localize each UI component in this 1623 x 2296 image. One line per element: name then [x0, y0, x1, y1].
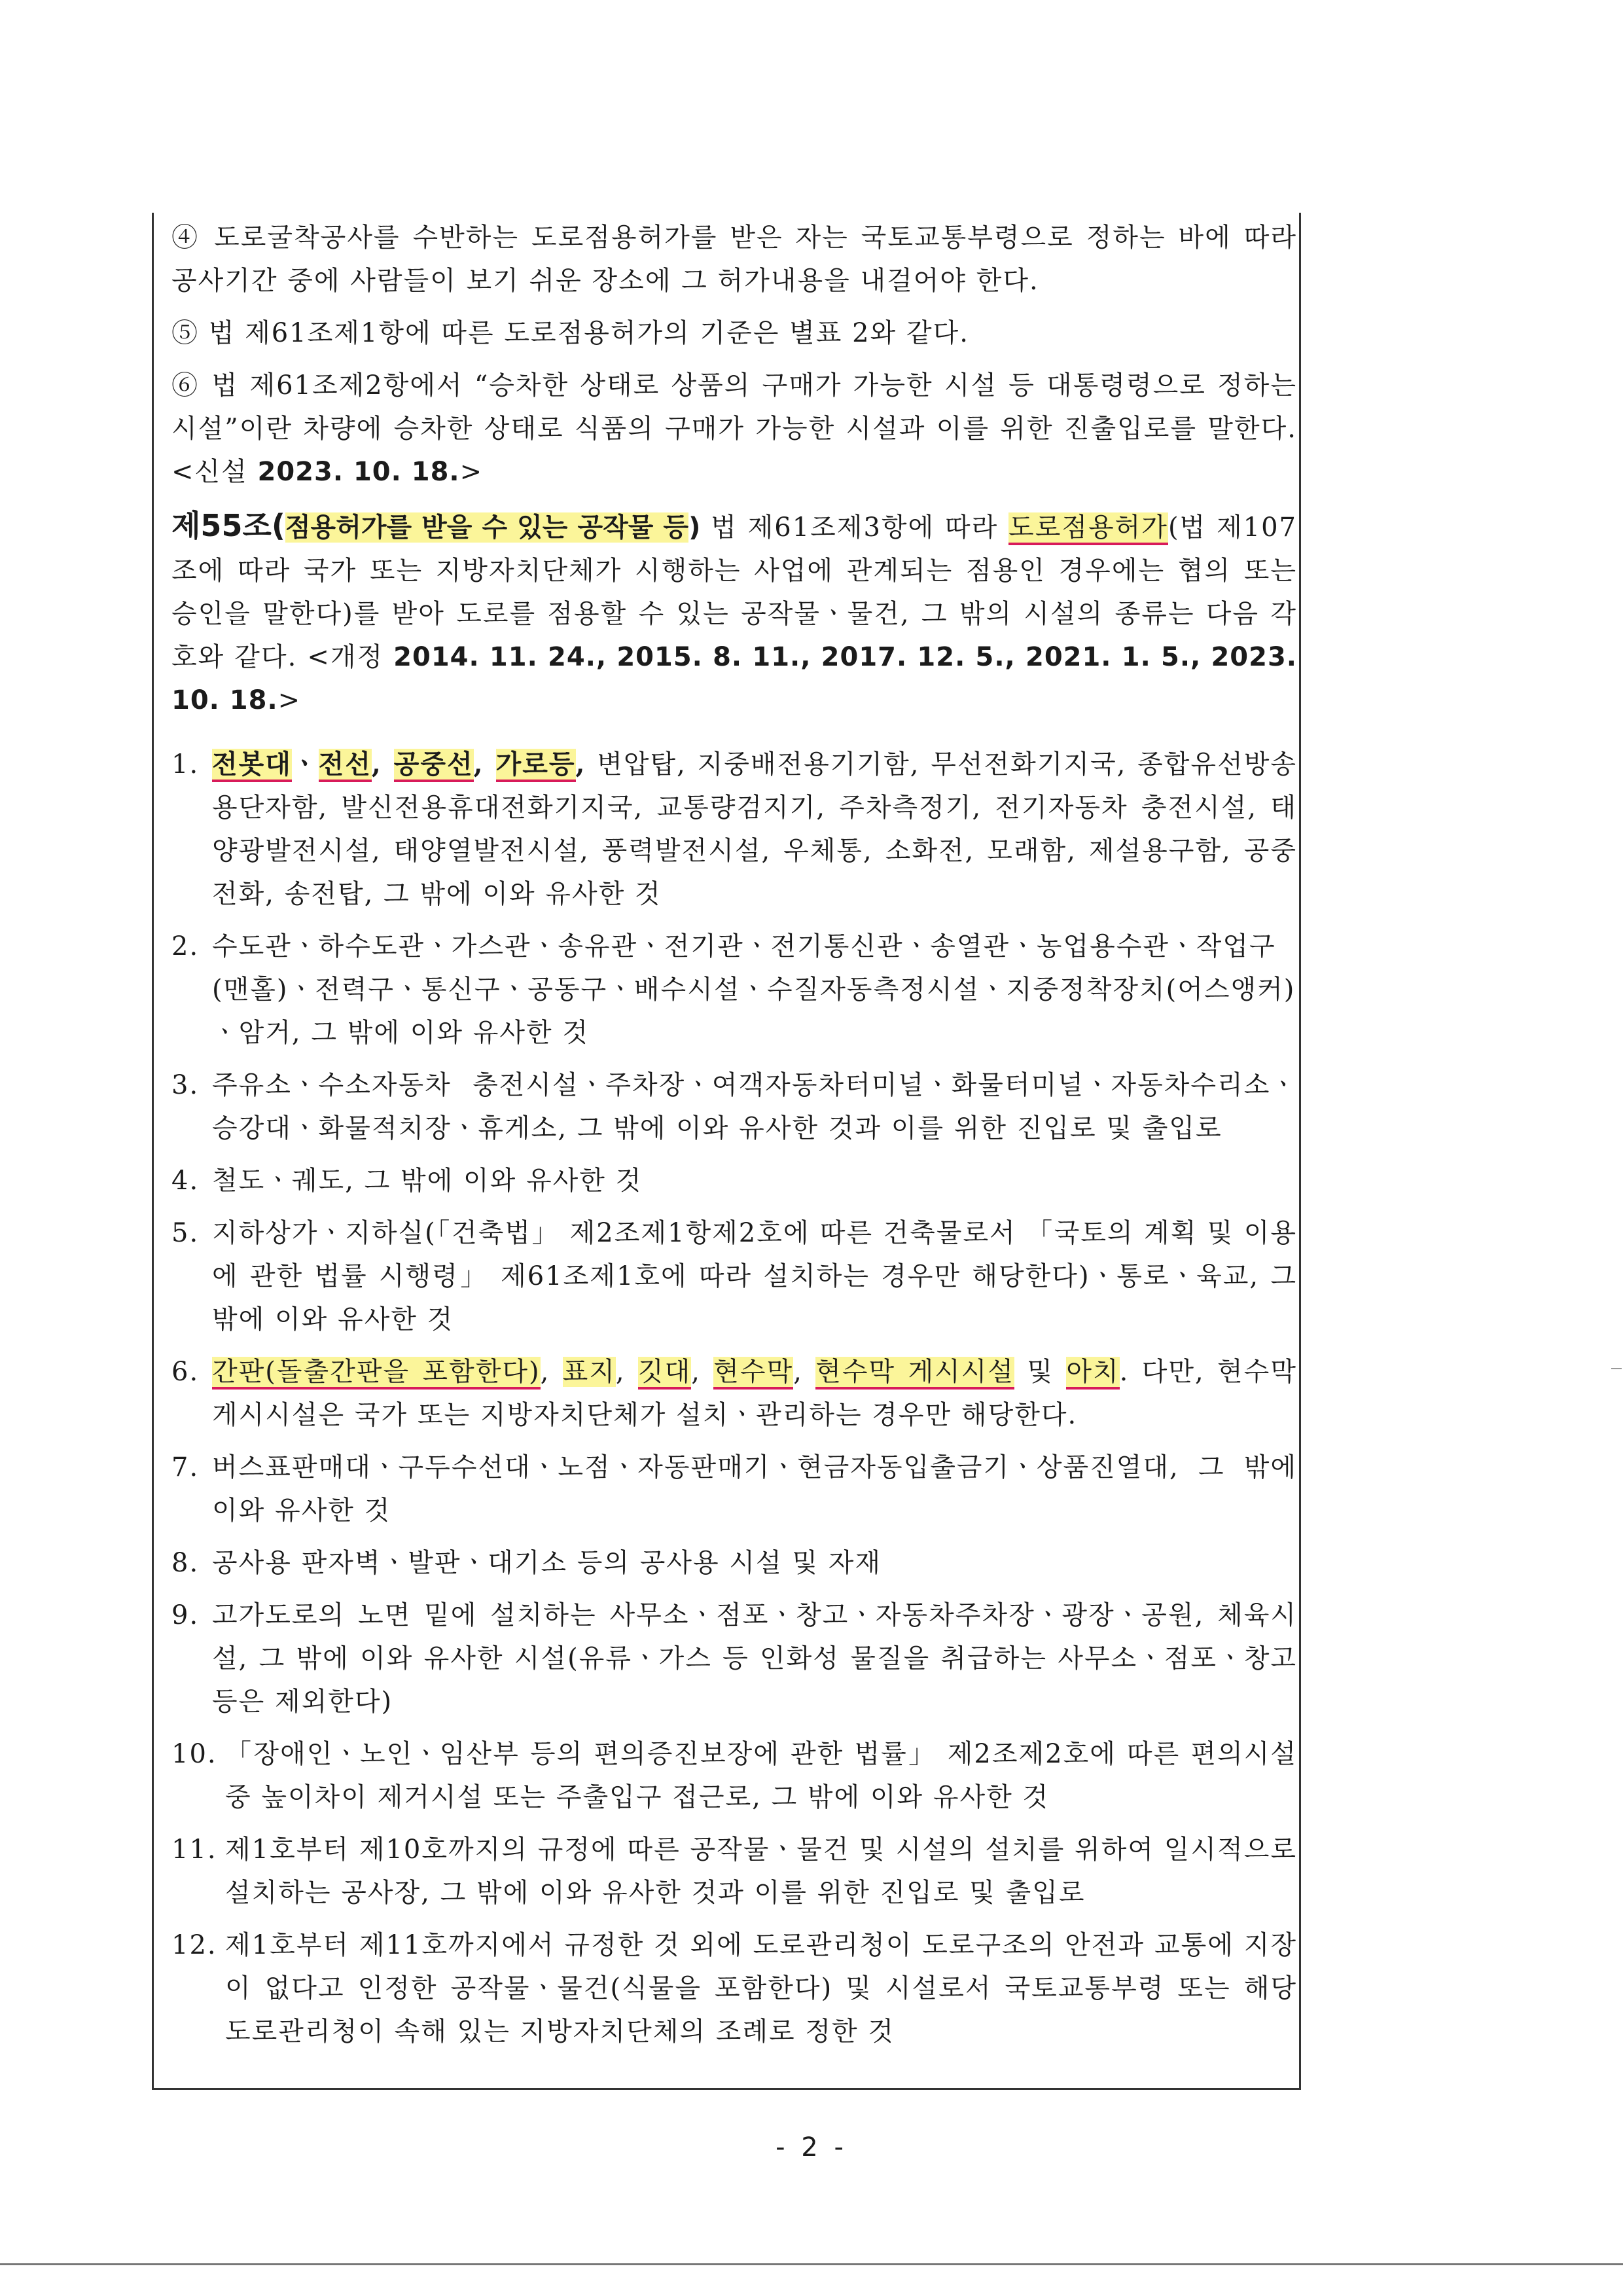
article-55-text-b: (법 제107조에 따라 국가 또는 지방자치단체가 시행하는 사업에 관계되는 점용인 경우에는 협의 또는 승인을 말한다)를 받아 도로를 점용할 수 있는 공작물ㆍ물건, 그 밖의 시설의 종류는 다음 각 호와 같다. <개정: [171, 512, 1298, 672]
item-number: 2.: [171, 931, 200, 961]
list-item-12: [171, 1924, 1297, 2053]
separator: ,: [371, 749, 394, 780]
paragraph-6: [171, 364, 1297, 493]
highlight-sign: 표지: [562, 1357, 616, 1387]
list-item-8: [171, 1541, 1297, 1585]
item-text: 변압탑, 지중배전용기기함, 무선전화기지국, 종합유선방송용단자함, 발신전용휴대전화기지국, 교통량검지기, 주차측정기, 전기자동차 충전시설, 태양광발전시설, 태양열발전시설, 풍력발전시설, 우체통, 소화전, 모래함, 제설용구함, 공중전화, 송전탑, 그 밖에 이와 유사한 것: [212, 749, 1297, 909]
separator: ,: [793, 1357, 816, 1387]
separator: 및: [1014, 1357, 1067, 1387]
highlight-wire: 전선: [319, 749, 372, 782]
separator: ,: [615, 1357, 638, 1387]
paragraph-4: ④ 도로굴착공사를 수반하는 도로점용허가를 받은 자는 국토교통부령으로 정하는 바에 따라 공사기간 중에 사람들이 보기 쉬운 장소에 그 허가내용을 내걸어야 한다.: [171, 223, 1297, 296]
highlight-utility-pole: 전봇대: [212, 749, 292, 782]
item-text: 제1호부터 제10호까지의 규정에 따른 공작물ㆍ물건 및 시설의 설치를 위하여 일시적으로 설치하는 공사장, 그 밖에 이와 유사한 것과 이를 위한 진입로 및 출입로: [225, 1835, 1297, 1908]
list-item-10: [171, 1732, 1297, 1819]
item-text: 버스표판매대ㆍ구두수선대ㆍ노점ㆍ자동판매기ㆍ현금자동입출금기ㆍ상품진열대, 그 밖에 이와 유사한 것: [212, 1452, 1297, 1526]
page-number: - 2 -: [776, 2132, 847, 2162]
list-item-11: [171, 1828, 1297, 1914]
document-body: [171, 216, 1297, 2062]
separator: ,: [473, 749, 496, 780]
highlight-aerial-line: 공중선: [394, 749, 474, 782]
item-text: 철도ㆍ궤도, 그 밖에 이와 유사한 것: [212, 1166, 643, 1196]
item-text: 공사용 판자벽ㆍ발판ㆍ대기소 등의 공사용 시설 및 자재: [212, 1548, 882, 1578]
separator: ,: [540, 1357, 563, 1387]
item-number: 3.: [171, 1070, 200, 1100]
article-55-dates: 2014. 11. 24., 2015. 8. 11., 2017. 12. 5., 2021. 1. 5., 2023. 10. 18.: [171, 642, 1298, 715]
list-item-7: [171, 1446, 1297, 1532]
separator: ,: [575, 749, 586, 780]
article-55-text-a: 법 제61조제3항에 따라: [700, 512, 1009, 543]
article-55-label: 제55조(: [171, 508, 285, 543]
item-number: 11.: [171, 1835, 217, 1865]
item-number: 4.: [171, 1166, 200, 1196]
item-number: 10.: [171, 1739, 217, 1769]
scan-bottom-line: [0, 2263, 1623, 2265]
item-text: 고가도로의 노면 밑에 설치하는 사무소ㆍ점포ㆍ창고ㆍ자동차주차장ㆍ광장ㆍ공원, 체육시설, 그 밖에 이와 유사한 시설(유류ㆍ가스 등 인화성 물질을 취급하는 사무소ㆍ점포ㆍ창고 등은 제외한다): [212, 1600, 1297, 1717]
highlight-banner: 현수막: [713, 1357, 793, 1390]
article-55-title: 점용허가를 받을 수 있는 공작물 등: [285, 512, 689, 543]
item-text: 지하상가ㆍ지하실(「건축법」 제2조제1항제2호에 따른 건축물로서 「국토의 계획 및 이용에 관한 법률 시행령」 제61조제1호에 따라 설치하는 경우만 해당한다)ㆍ통로ㆍ육교, 그 밖에 이와 유사한 것: [212, 1218, 1297, 1335]
highlight-streetlight: 가로등: [496, 749, 576, 782]
separator: ,: [691, 1357, 714, 1387]
item-number: 6.: [171, 1357, 200, 1387]
highlight-banner-facility: 현수막 게시시설: [815, 1357, 1014, 1390]
item-text: 주유소ㆍ수소자동차 충전시설ㆍ주차장ㆍ여객자동차터미널ㆍ화물터미널ㆍ자동차수리소ㆍ승강대ㆍ화물적치장ㆍ휴게소, 그 밖에 이와 유사한 것과 이를 위한 진입로 및 출입로: [212, 1070, 1297, 1143]
paragraph-6-date: 2023. 10. 18.: [257, 457, 460, 487]
article-55-keyword: 도로점용허가: [1008, 512, 1168, 545]
item-text: 제1호부터 제11호까지에서 규정한 것 외에 도로관리청이 도로구조의 안전과 교통에 지장이 없다고 인정한 공작물ㆍ물건(식물을 포함한다) 및 시설로서 국토교통부령 또는 해당 도로관리청이 속해 있는 지방자치단체의 조례로 정한 것: [225, 1930, 1297, 2047]
paragraph-6-tail: >: [459, 457, 484, 487]
highlight-flagpole: 깃대: [638, 1357, 691, 1390]
item-text: 「장애인ㆍ노인ㆍ임산부 등의 편의증진보장에 관한 법률」 제2조제2호에 따른 편의시설 중 높이차이 제거시설 또는 주출입구 접근로, 그 밖에 이와 유사한 것: [225, 1739, 1297, 1812]
item-number: 7.: [171, 1452, 200, 1482]
list-item-6: [171, 1350, 1297, 1437]
list-item-9: [171, 1594, 1297, 1723]
paragraph-6-text: ⑥ 법 제61조제2항에서 “승차한 상태로 상품의 구매가 가능한 시설 등 대통령령으로 정하는 시설”이란 차량에 승차한 상태로 식품의 구매가 가능한 시설과 이를 위한 진출입로를 말한다. <신설: [171, 370, 1297, 487]
article-55-close: >: [277, 685, 302, 715]
item-text: . 다만, 현수막 게시시설은 국가 또는 지방자치단체가 설치ㆍ관리하는 경우만 해당한다.: [212, 1357, 1297, 1430]
highlight-arch: 아치: [1066, 1357, 1119, 1390]
article-55: [171, 504, 1297, 722]
scan-edge-mark: [1611, 1368, 1622, 1369]
item-number: 12.: [171, 1930, 217, 1960]
list-item-2: [171, 925, 1297, 1054]
list-item-5: [171, 1211, 1297, 1341]
item-number: 1.: [171, 749, 200, 780]
paragraph-5: ⑤ 법 제61조제1항에 따른 도로점용허가의 기준은 별표 2와 같다.: [171, 318, 969, 348]
list-item-4: [171, 1159, 1297, 1202]
item-number: 5.: [171, 1218, 200, 1248]
item-number: 9.: [171, 1600, 200, 1630]
list-item-3: [171, 1064, 1297, 1150]
item-number: 8.: [171, 1548, 200, 1578]
item-text: 수도관ㆍ하수도관ㆍ가스관ㆍ송유관ㆍ전기관ㆍ전기통신관ㆍ송열관ㆍ농업용수관ㆍ작업구(맨홀)ㆍ전력구ㆍ통신구ㆍ공동구ㆍ배수시설ㆍ수질자동측정시설ㆍ지중정착장치(어스앵커)ㆍ암거, 그 밖에 이와 유사한 것: [212, 931, 1296, 1048]
highlight-signboard: 간판(돌출간판을 포함한다): [212, 1357, 541, 1390]
article-55-title-close: ): [688, 512, 701, 543]
separator: ㆍ: [291, 749, 319, 780]
list-item-1: [171, 743, 1297, 916]
